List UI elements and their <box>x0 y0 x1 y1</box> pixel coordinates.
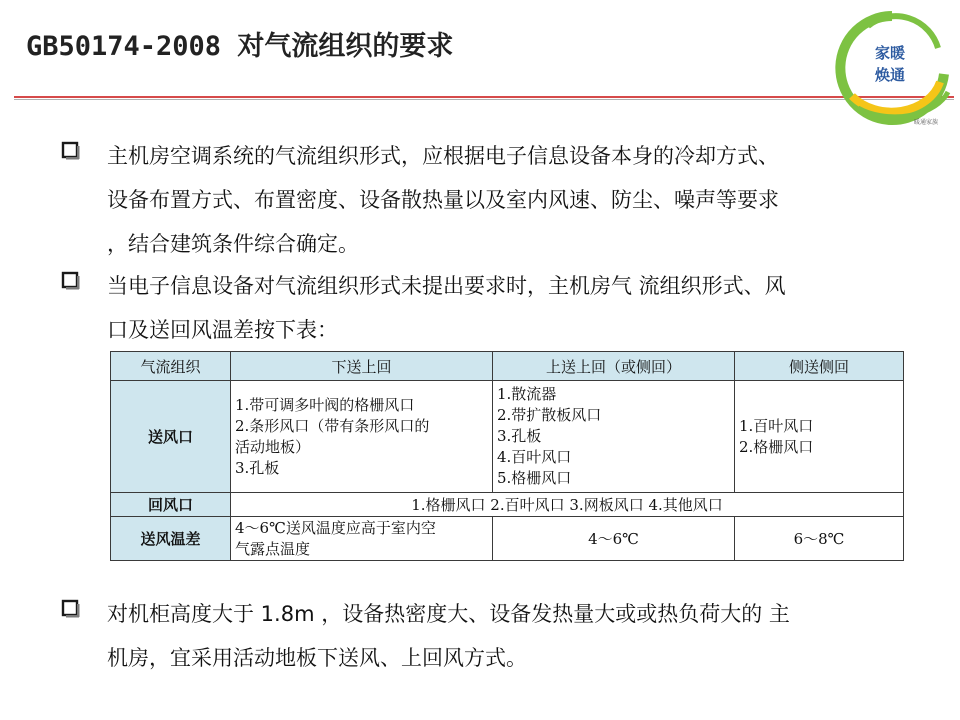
cell-line: 2.带扩散板风口 <box>497 406 602 424</box>
bullet-item-1 <box>60 134 930 266</box>
bullet-line: ，结合建筑条件综合确定。 <box>107 232 359 256</box>
table-header-cell: 下送上回 <box>231 352 493 381</box>
table-header-cell: 侧送侧回 <box>735 352 904 381</box>
table-cell <box>231 381 493 493</box>
cell-line: 1.散流器 <box>497 385 557 403</box>
table-cell <box>493 381 735 493</box>
row-label: 回风口 <box>111 493 231 517</box>
cell-line: 3.孔板 <box>497 427 542 445</box>
checkbox-bullet-icon <box>60 270 80 290</box>
brand-logo <box>828 4 956 132</box>
bullet-item-3 <box>60 592 930 680</box>
row-label: 送风口 <box>111 381 231 493</box>
airflow-spec-table <box>110 351 904 561</box>
table-header-cell: 上送上回（或侧回） <box>493 352 735 381</box>
title-divider <box>14 96 954 98</box>
table-row-return-outlet <box>111 493 904 517</box>
cell-line: 气露点温度 <box>235 539 311 558</box>
table-cell <box>231 517 493 561</box>
title-divider-shadow <box>14 99 954 100</box>
logo-caption: 暖通家族 <box>913 119 939 126</box>
bullet-line: 对机柜高度大于 1.8m ，设备热密度大、设备发热量大或或热负荷大的 主 <box>107 602 790 626</box>
bullet-line: 设备布置方式、布置密度、设备散热量以及室内风速、防尘、噪声等要求 <box>107 188 779 212</box>
bullet-line: 当电子信息设备对气流组织形式未提出要求时，主机房气 流组织形式、风 <box>107 274 786 298</box>
bullet-line: 口及送回风温差按下表： <box>107 318 338 342</box>
cell-line: 1.百叶风口 <box>739 416 814 435</box>
cell-line: 2.格栅风口 <box>739 437 814 456</box>
checkbox-bullet-icon <box>60 598 80 618</box>
logo-text-top: 家暖 <box>874 44 906 62</box>
cell-line: 4.百叶风口 <box>497 448 572 466</box>
checkbox-bullet-icon <box>60 140 80 160</box>
table-cell <box>735 381 904 493</box>
cell-line: 2.条形风口（带有条形风口的 <box>235 416 430 435</box>
cell-line: 3.孔板 <box>235 458 280 477</box>
table-cell: 4～6℃ <box>493 517 735 561</box>
cell-line: 活动地板） <box>235 437 311 456</box>
table-row-temp-diff <box>111 517 904 561</box>
cell-line: 4～6℃送风温度应高于室内空 <box>235 518 436 537</box>
row-label: 送风温差 <box>111 517 231 561</box>
bullet-item-2 <box>60 264 930 352</box>
table-header-cell: 气流组织 <box>111 352 231 381</box>
bullet-line: 主机房空调系统的气流组织形式，应根据电子信息设备本身的冷却方式、 <box>107 144 779 168</box>
logo-text-bottom: 焕通 <box>874 66 906 84</box>
table-cell: 6～8℃ <box>735 517 904 561</box>
page-title: GB50174-2008 对气流组织的要求 <box>26 31 454 62</box>
cell-line: 5.格栅风口 <box>497 469 572 487</box>
table-row-supply-outlet <box>111 381 904 493</box>
table-header-row <box>111 352 904 381</box>
cell-line: 1.带可调多叶阀的格栅风口 <box>235 395 415 414</box>
table-cell: 1.格栅风口 2.百叶风口 3.网板风口 4.其他风口 <box>231 493 904 517</box>
bullet-line: 机房，宜采用活动地板下送风、上回风方式。 <box>107 646 527 670</box>
